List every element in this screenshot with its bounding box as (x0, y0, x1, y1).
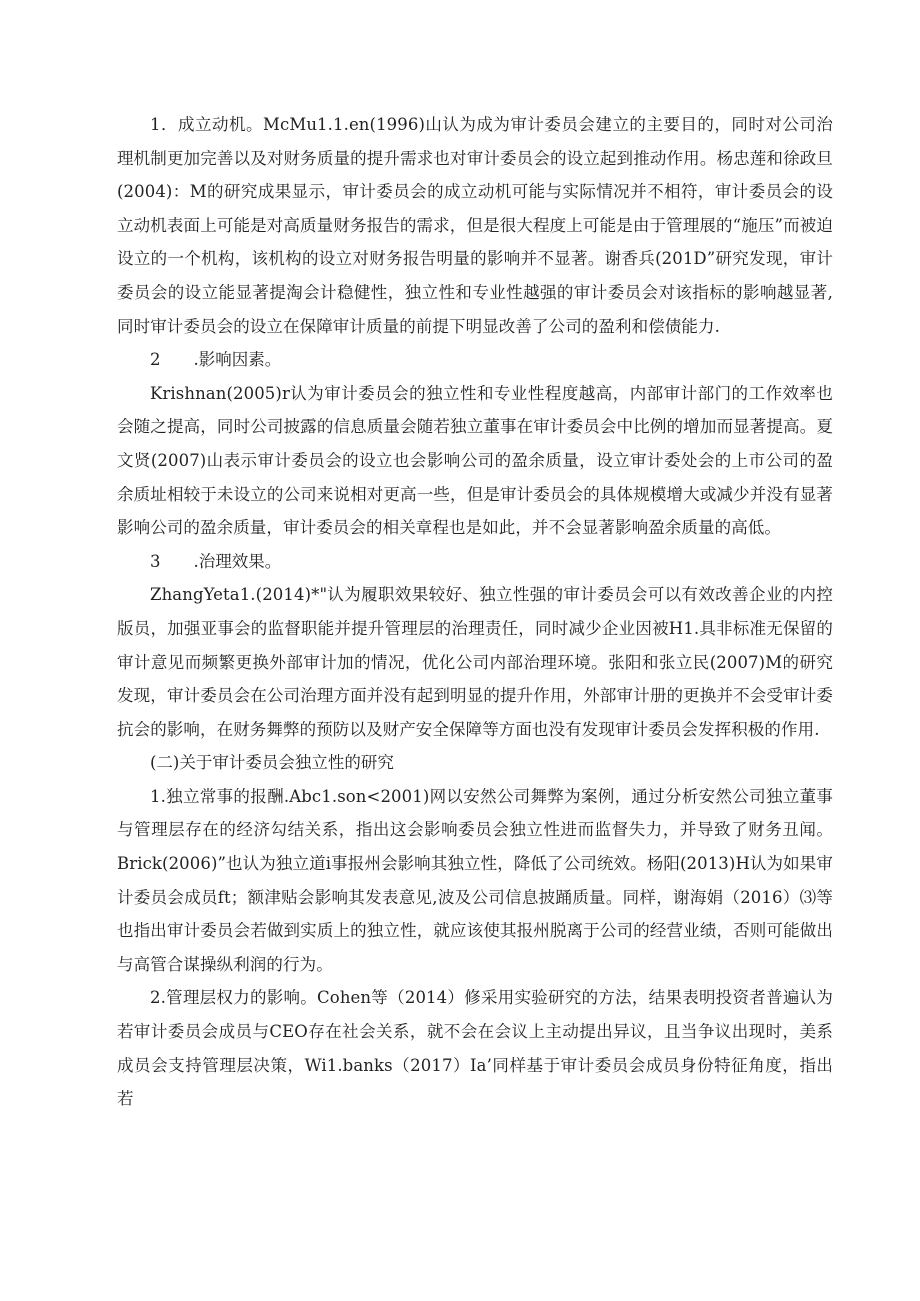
section-heading-independence-research: (二)关于审计委员会独立性的研究 (150, 753, 394, 773)
heading-governance-effect: 3 .治理效果。 (150, 551, 282, 571)
paragraph-director-compensation: 1.独立常事的报酬.Abc1.son<2001)网以安然公司舞弊为案例，通过分析安然公司独立董事与管理层存在的经济勾结关系，指出这会影响委员会独立性进而监督失力，并导致了财务丑闻。Brick(2006)”也认为独立道i事报州会影响其独立性，降低了公司统效。杨阳(2013)H认为如果审计委员会成员ft；额津贴会影响其发表意见,波及公司信息披踊质量。同样，谢海娟（2016）⑶等也指出审计委员会若做到实质上的独立性，就应该使其报州脱离于公司的经营业绩，否则可能做出与高管合谋操纵利润的行为。 (117, 786, 833, 974)
document-body (117, 108, 833, 1116)
paragraph-governance-effect: ZhangYeta1.(2014)*"认为履职效果较好、独立性强的审计委员会可以有效改善企业的内控版员，加强亚事会的监督职能并提升管理层的治理责任，同时减少企业因被H1.具非标准无保留的审计意见而频繁更换外部审计加的情况，优化公司内部治理环境。张阳和张立民(2007)M的研究发现，审计委员会在公司治理方面并没有起到明显的提升作用，外部审计册的更换并不会受审计委抗会的影响，在财务舞弊的预防以及财产安全保障等方面也没有发现审计委员会发挥积极的作用. (117, 585, 833, 739)
paragraph-establishment-motive: 1．成立动机。McMu1.1.en(1996)山认为成为审计委员会建立的主要目的，同时对公司治理机制更加完善以及对财务质量的提升需求也对审计委员会的设立起到推动作用。杨忠莲和徐政旦(2004)：M的研究成果显示，审计委员会的成立动机可能与实际情况并不相符，审计委员会的设立动机表面上可能是对高质量财务报告的需求，但是很大程度上可能是由于管理展的“施压”而被迫设立的一个机构，该机构的设立对财务报告明量的影响并不显著。谢香兵(201D”研究发现，审计委员会的设立能显著提淘会计稳健性，独立性和专业性越强的审计委员会对该指标的影响越显著,同时审计委员会的设立在保障审计质量的前提下明显改善了公司的盈利和偿债能力. (117, 115, 833, 336)
heading-influencing-factors: 2 .影响因素。 (150, 350, 282, 370)
paragraph-influencing-factors: Krishnan(2005)r认为审计委员会的独立性和专业性程度越高，内部审计部门的工作效率也会随之提高，同时公司披露的信息质量会随若独立董事在审计委员会中比例的增加而显著提高。夏文贤(2007)山表示审计委员会的设立也会影响公司的盈余质量，设立审计委处会的上市公司的盈余质址相较于未设立的公司来说相对更高一些，但是审计委员会的具体规模增大或减少并没有显著影响公司的盈余质量，审计委员会的相关章程也是如此，并不会显著影响盈余质量的高低。 (117, 383, 833, 538)
paragraph-management-power: 2.管理层权力的影响。Cohen等（2014）修采用实验研究的方法，结果表明投资者普遍认为若审计委员会成员与CEO存在社会关系，就不会在会议上主动提出异议，且当争议出现时，美系成员会支持管理层决策，Wi1.banks（2017）Ia’同样基于审计委员会成员身份特征角度，指出若 (117, 988, 833, 1109)
